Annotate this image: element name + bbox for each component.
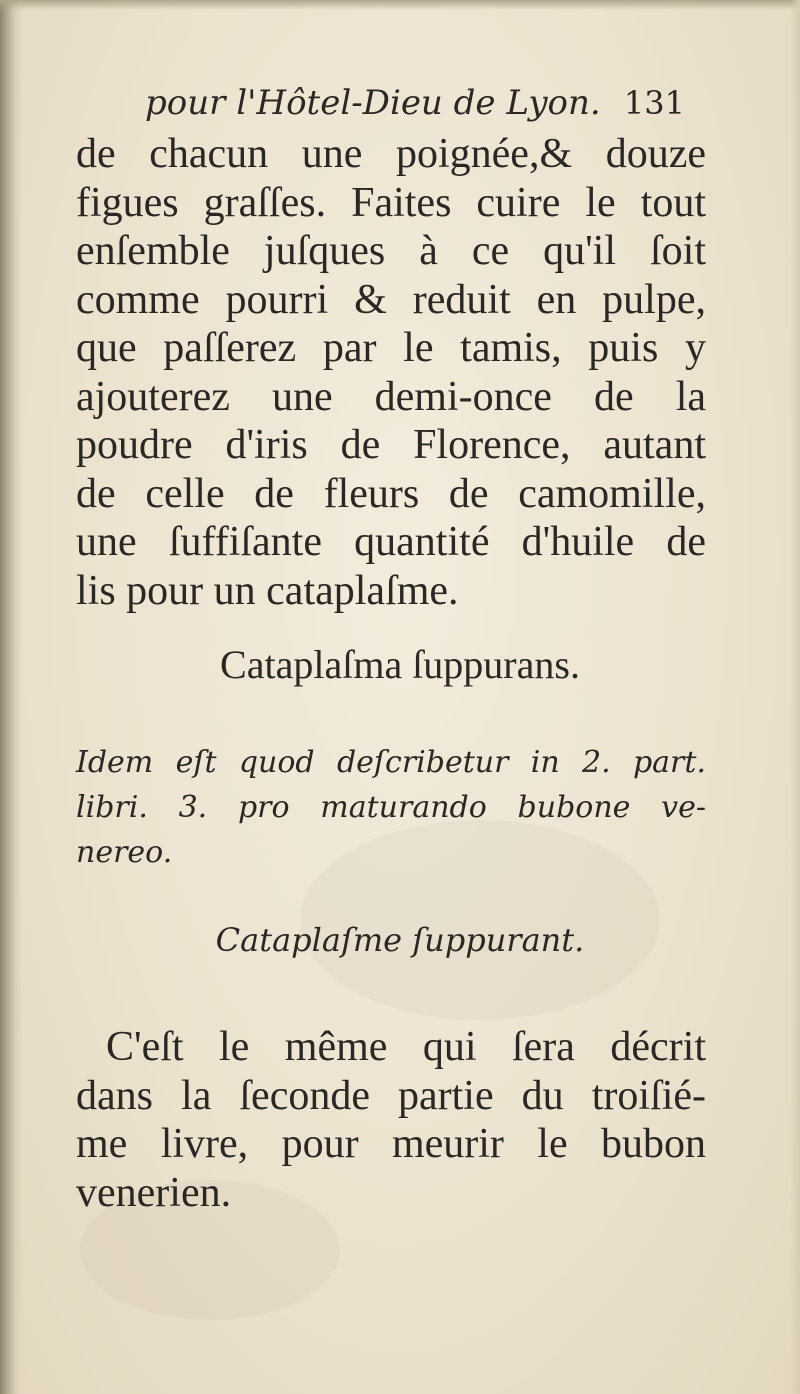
page-number: 131 [623,84,685,122]
text-line: dans la ſeconde partie du troiſié- [76,1072,706,1119]
text-line: de chacun une poignée,& douze [76,131,706,177]
section-heading-french: Cataplaſme ſuppurant. [215,921,585,959]
french-paragraph [76,1023,706,1217]
running-title: pour l'Hôtel-Dieu de Lyon. [145,83,601,123]
text-line: enſemble juſques à ce qu'il ſoit [76,228,706,274]
text-line: Idem eſt quod deſcribetur in 2. part. [76,745,706,780]
text-line: venerien. [76,1169,232,1216]
text-line: de celle de fleurs de camomille, [76,470,706,517]
text-line: libri. 3. pro maturando bubone ve- [76,790,706,825]
text-line: poudre d'iris de Florence, autant [76,422,706,468]
text-line: comme pourri & reduit en pulpe, [76,276,706,323]
text-line: ajouterez une demi-once de la [76,373,706,420]
text-line: me livre, pour meurir le bubon [76,1121,706,1167]
text-line: nereo. [76,835,173,870]
latin-paragraph [76,740,706,875]
section-heading-latin: Cataplaſma ſuppurans. [220,642,580,687]
text-line: que paſſerez par le tamis, puis y [76,325,706,371]
text-line: figues graſſes. Faites cuire le tout [76,179,706,226]
page-right-edge [790,0,800,1394]
page-binding-shadow [0,0,22,1394]
text-line: une ſuffiſante quantité d'huile de [76,519,706,565]
text-line: lis pour un cataplaſme. [76,567,459,614]
recipe-paragraph [76,130,706,615]
page-header [145,78,685,128]
page-top-edge [0,0,800,10]
text-line: C'eſt le même qui ſera décrit [106,1024,706,1070]
